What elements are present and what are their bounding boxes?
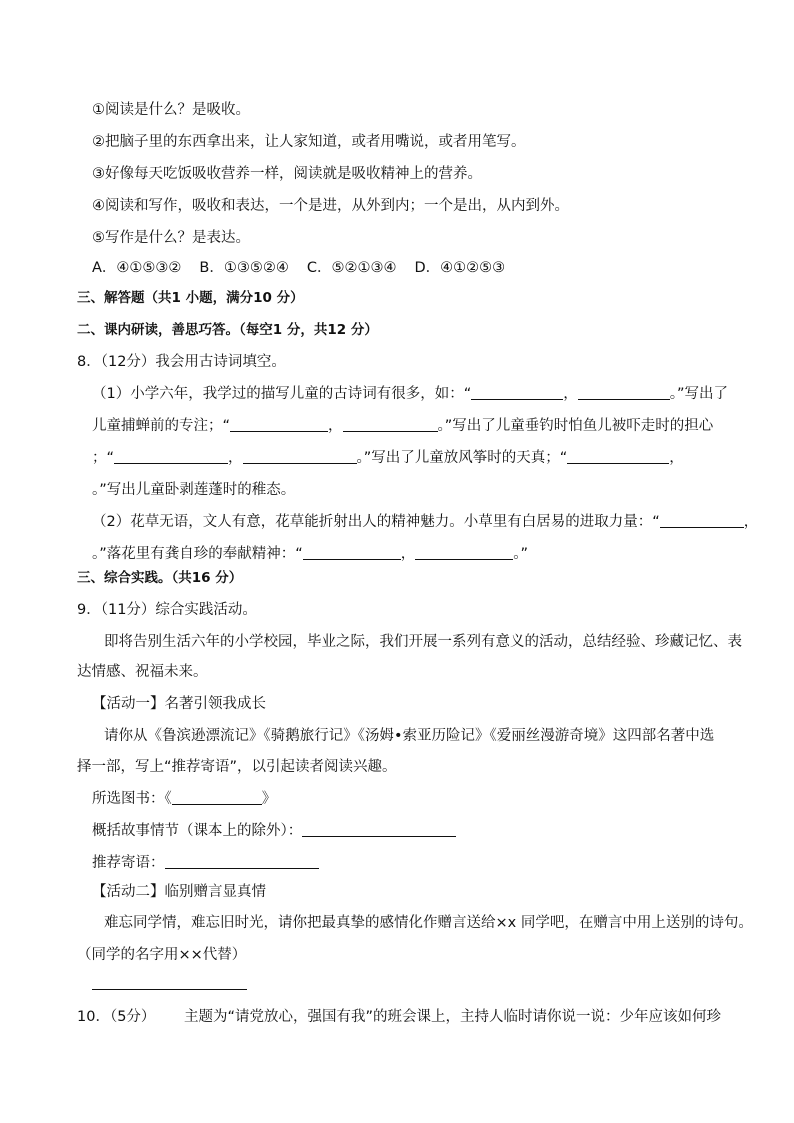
book-title-blank[interactable] <box>172 789 262 805</box>
q8-line-3 <box>92 448 684 468</box>
answer-blank[interactable] <box>230 416 328 432</box>
section-title-answer: 三、解答题（共1 小题，满分10 分） <box>77 290 304 306</box>
recommendation-line <box>92 853 319 873</box>
q8-heading: 8．（12分）我会用古诗词填空。 <box>77 354 286 370</box>
activity-1-text-1: 请你从《鲁滨逊漂流记》《骑鹅旅行记》《汤姆•索亚历险记》《爱丽丝漫游奇境》这四部名著中选 <box>104 728 715 744</box>
q8-line-2 <box>92 416 713 436</box>
option-a[interactable]: A．④①⑤③② <box>92 260 182 276</box>
plot-label: 概括故事情节（课本上的除外）： <box>92 823 303 839</box>
activity-2-text-2: （同学的名字用××代替） <box>77 947 247 963</box>
recommendation-label: 推荐寄语： <box>92 855 165 871</box>
q8-line-4: 。”写出儿童卧剥莲蓬时的稚态。 <box>92 482 296 498</box>
q9-intro-line-1: 即将告别生活六年的小学校园，毕业之际，我们开展一系列有意义的活动，总结经验、珍藏记忆、表 <box>104 634 742 650</box>
q8-text: 。”写出了 <box>669 386 729 402</box>
q7-sentence-3: ③好像每天吃饭吸收营养一样，阅读就是吸收精神上的营养。 <box>92 166 482 182</box>
section-title-practice: 三、综合实践。（共16 分） <box>77 570 243 586</box>
activity-2-text-1: 难忘同学情，难忘旧时光，请你把最真挚的感情化作赠言送给×x 同学吧，在赠言中用上送别的诗句。 <box>104 915 753 931</box>
q8-line-6 <box>92 544 528 564</box>
option-c[interactable]: C．⑤②①③④ <box>306 260 397 276</box>
q8-text: （2）花草无语，文人有意，花草能折射出人的精神魅力。小草里有白居易的进取力量：“ <box>92 514 660 530</box>
answer-blank[interactable] <box>343 416 438 432</box>
answer-blank[interactable] <box>415 544 513 560</box>
q7-sentence-4: ④阅读和写作，吸收和表达，一个是进，从外到内；一个是出，从内到外。 <box>92 198 569 214</box>
answer-blank[interactable] <box>471 384 563 400</box>
q8-text: 。” <box>513 546 529 562</box>
q8-text: ， <box>669 450 684 466</box>
q8-text: ；“ <box>92 450 115 466</box>
q7-sentence-5: ⑤写作是什么？是表达。 <box>92 230 250 246</box>
q8-text: 儿童捕蝉前的专注；“ <box>92 418 231 434</box>
q8-text: ， <box>743 514 759 530</box>
option-d[interactable]: D．④①②⑤③ <box>414 260 506 276</box>
answer-blank[interactable] <box>578 384 670 400</box>
q8-text: 。”写出了儿童放风筝时的天真；“ <box>356 450 568 466</box>
q10-heading: 10．（5分） <box>77 1009 156 1025</box>
recommendation-blank[interactable] <box>165 853 319 869</box>
q7-options <box>92 258 505 278</box>
farewell-answer-line[interactable] <box>92 989 247 990</box>
q8-text: ， <box>400 546 416 562</box>
q7-sentence-1: ①阅读是什么？是吸收。 <box>92 102 250 118</box>
q8-line-5 <box>92 512 758 532</box>
option-b[interactable]: B．①③⑤②④ <box>199 260 289 276</box>
answer-blank[interactable] <box>243 448 357 464</box>
activity-1-title: 【活动一】名著引领我成长 <box>92 696 266 712</box>
q8-text: ， <box>228 450 243 466</box>
q8-line-1 <box>92 384 728 404</box>
answer-blank[interactable] <box>114 448 228 464</box>
plot-summary-line <box>92 821 456 841</box>
answer-blank[interactable] <box>567 448 669 464</box>
q8-text: ， <box>563 386 578 402</box>
q8-text: （1）小学六年，我学过的描写儿童的古诗词有很多，如：“ <box>92 386 472 402</box>
answer-blank[interactable] <box>303 544 401 560</box>
q9-heading: 9．（11分）综合实践活动。 <box>77 602 257 618</box>
q8-text: ， <box>328 418 343 434</box>
answer-blank[interactable] <box>660 512 744 528</box>
q10-text: 主题为“请党放心，强国有我”的班会课上，主持人临时请你说一说：少年应该如何珍 <box>184 1009 722 1025</box>
section-title-reading: 二、课内研读，善思巧答。（每空1 分，共12 分） <box>77 322 378 338</box>
q7-sentence-2: ②把脑子里的东西拿出来，让人家知道，或者用嘴说，或者用笔写。 <box>92 134 526 150</box>
book-label-close: 》 <box>261 791 277 807</box>
book-label: 所选图书：《 <box>92 791 172 807</box>
q8-text: 。”写出了儿童垂钓时怕鱼儿被吓走时的担心 <box>437 418 714 434</box>
q8-text: 。”落花里有龚自珍的奉献精神：“ <box>92 546 303 562</box>
plot-blank[interactable] <box>302 821 456 837</box>
activity-2-title: 【活动二】临别赠言显真情 <box>92 884 266 900</box>
activity-1-text-2: 择一部，写上“推荐寄语”，以引起读者阅读兴趣。 <box>77 759 397 775</box>
book-choice-line <box>92 789 276 809</box>
q9-intro-line-2: 达情感、祝福未来。 <box>77 664 208 680</box>
